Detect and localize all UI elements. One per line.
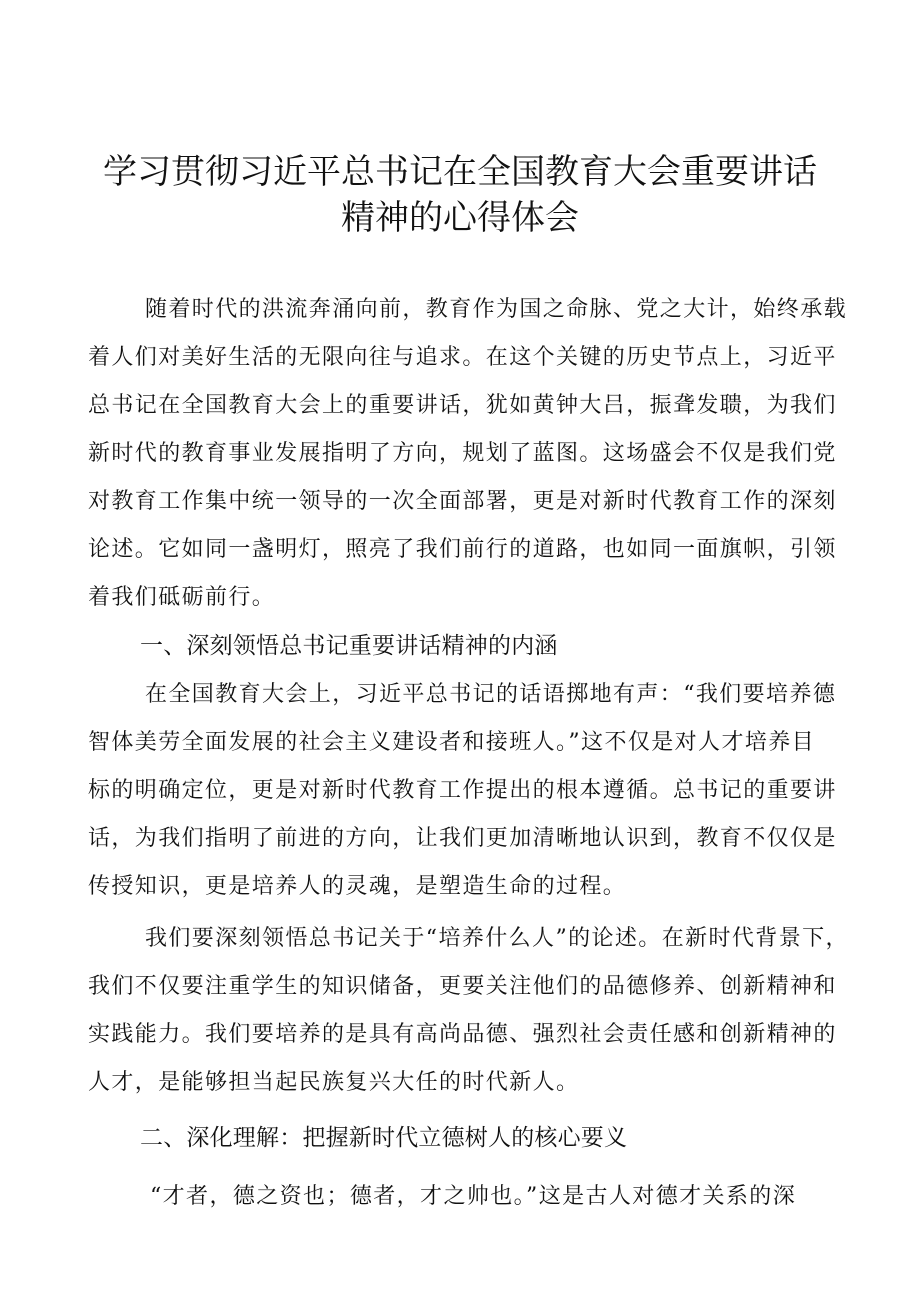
paragraph-line: 论述。它如同一盏明灯，照亮了我们前行的道路，也如同一面旗帜，引领 bbox=[88, 537, 837, 562]
paragraph-line: 我们要深刻领悟总书记关于“培养什么人”的论述。在新时代背景下， bbox=[145, 926, 849, 951]
paragraph-line: 人才，是能够担当起民族复兴大任的时代新人。 bbox=[88, 1070, 580, 1095]
paragraph-line: “才者，德之资也；德者，才之帅也。”这是古人对德才关系的深 bbox=[150, 1184, 797, 1209]
paragraph-line: 着人们对美好生活的无限向往与追求。在这个关键的历史节点上，习近平 bbox=[88, 345, 837, 370]
paragraph-line: 新时代的教育事业发展指明了方向，规划了蓝图。这场盛会不仅是我们党 bbox=[88, 441, 837, 466]
paragraph-line: 着我们砥砺前行。 bbox=[88, 585, 276, 610]
paragraph-line: 在全国教育大会上，习近平总书记的话语掷地有声：“我们要培养德 bbox=[145, 682, 837, 707]
paragraph-line: 随着时代的洪流奔涌向前，教育作为国之命脉、党之大计，始终承载 bbox=[145, 297, 848, 322]
paragraph-line: 对教育工作集中统一领导的一次全面部署，更是对新时代教育工作的深刻 bbox=[88, 489, 837, 514]
paragraph-line: 总书记在全国教育大会上的重要讲话，犹如黄钟大吕，振聋发聩，为我们 bbox=[88, 393, 837, 418]
paragraph-line: 标的明确定位，更是对新时代教育工作提出的根本遵循。总书记的重要讲 bbox=[88, 778, 837, 803]
document-title-line-2: 精神的心得体会 bbox=[341, 198, 579, 238]
paragraph-line: 我们不仅要注重学生的知识储备，更要关注他们的品德修养、创新精神和 bbox=[88, 974, 837, 999]
paragraph-line: 智体美劳全面发展的社会主义建设者和接班人。”这不仅是对人才培养目 bbox=[88, 730, 816, 755]
section-heading-1: 一、深刻领悟总书记重要讲话精神的内涵 bbox=[140, 633, 558, 659]
paragraph-line: 实践能力。我们要培养的是具有高尚品德、强烈社会责任感和创新精神的 bbox=[88, 1022, 837, 1047]
paragraph-line: 传授知识，更是培养人的灵魂，是塑造生命的过程。 bbox=[88, 874, 627, 899]
document-title-line-1: 学习贯彻习近平总书记在全国教育大会重要讲话 bbox=[103, 152, 817, 192]
section-heading-2: 二、深化理解：把握新时代立德树人的核心要义 bbox=[140, 1125, 628, 1151]
paragraph-line: 话，为我们指明了前进的方向，让我们更加清晰地认识到，教育不仅仅是 bbox=[88, 826, 837, 851]
